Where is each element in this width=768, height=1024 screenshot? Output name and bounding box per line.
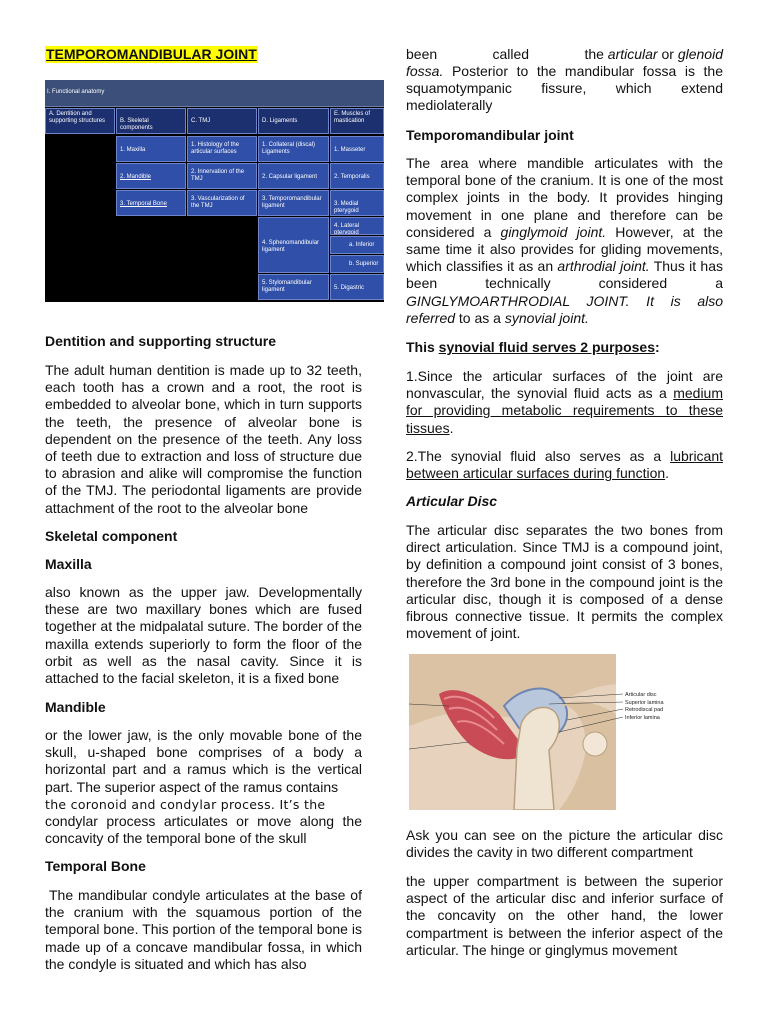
heading-dentition: Dentition and supporting structure [45, 333, 276, 349]
word-or: or [661, 46, 674, 62]
paragraph-dentition: The adult human dentition is made up to 32 teeth, each tooth has a crown and a root, the root is embedded to alveolar bone, which in turn supports the teeth, the presence of alveolar bone is dependent on the presence of the teeth. Any loss of teeth due to extraction and loss of structure due to abrasion and alike will compromise the function of the TMJ. The periodontal ligaments are provide attachment of the root to the alveolar bone [45, 362, 362, 516]
table-cell: a. Inferior [330, 236, 384, 254]
tmj-text-3: Thus it has been technically considered a [406, 258, 723, 292]
label-superior-lamina: Superior lamina [625, 700, 664, 706]
col-skeletal: B. Skeletal components [116, 108, 186, 134]
tmj-synovial: synovial joint. [504, 309, 589, 326]
table-cell: 2. Temporalis [330, 163, 384, 189]
col-ligaments: D. Ligaments [258, 108, 329, 134]
table-cell: 2. Innervation of the TMJ [187, 163, 257, 189]
heading-maxilla: Maxilla [45, 556, 92, 572]
purpose1-underline: medium for providing metabolic requirements to these tissues [406, 385, 723, 436]
table-header-text: I. Functional anatomy [47, 89, 105, 95]
word-the: the [584, 46, 604, 62]
table-cell: 3. Temporomandibular ligament [258, 190, 329, 216]
table-cell: 5. Digastric [330, 274, 384, 300]
fossa-italic: fossa. [406, 63, 444, 79]
tmj-text-2: However, at the same time it also provides for gliding movements, which classifies it as an [406, 223, 724, 275]
table-cell: 3. Temporal Bone [116, 190, 186, 216]
paragraph-temporal-bone: The mandibular condyle articulates at the base of the cranium with the squamous portion of the temporal bone. This portion of the temporal bone is made up of a concave mandibular fossa, in which the condyle is situated and which has also [45, 887, 362, 972]
syn-heading-c: : [654, 339, 660, 355]
heading-synovial-purposes [406, 339, 723, 356]
purpose1-text: 1.Since the articular surfaces of the joint are nonvascular, the synovial fluid acts as a [406, 368, 723, 402]
syn-heading-a: This [406, 339, 435, 355]
tmj-arthrodial: arthrodial joint. [557, 258, 650, 275]
paragraph-purpose-2 [406, 448, 723, 482]
word-been: been [406, 46, 438, 62]
tmj-text-1: The area where mandible articulates with the temporal bone of the cranium. It is one of the most complex joints in the body. It provides hinging movement in one plane and therefore can be considered a [406, 155, 723, 240]
mandible-text-2: the coronoid and condylar process. It’s the [45, 796, 326, 812]
fossa-line-1 [406, 46, 723, 63]
table-cell: 2. Capsular ligament [258, 163, 329, 189]
table-cell: 4. Lateral pterygoid [330, 217, 384, 235]
mandible-text-1: or the lower jaw, is the only movable bone of the skull, u-shaped bone comprises of a body a horizontal part and a ramus which is the vertical part. The superior aspect of the ramus contains [45, 727, 362, 795]
table-cell: 3. Medial pterygoid [330, 190, 384, 216]
table-cell: 4. Sphenomandibular ligament [258, 217, 329, 273]
table-header-bar [45, 80, 384, 107]
label-inferior-lamina: Inferior lamina [625, 715, 660, 721]
tmj-ginglymoarthrodial: GINGLYMOARTHRODIAL JOINT. It is also referred [406, 292, 723, 326]
heading-articular-disc: Articular Disc [406, 493, 498, 509]
table-cell: 3. Vascularization of the TMJ [187, 190, 257, 216]
table-cell: 1. Collateral (discal) Ligaments [258, 136, 329, 162]
word-articular: articular [607, 46, 658, 62]
purpose1-end: . [449, 419, 454, 436]
syn-heading-b: synovial fluid serves 2 purposes [438, 339, 655, 355]
word-called: called [492, 46, 530, 62]
col-dentition: A. Dentition and supporting structures [45, 108, 115, 134]
functional-anatomy-table [45, 80, 384, 302]
col-muscles: E. Muscles of mastication [330, 108, 384, 134]
paragraph-tmj [406, 155, 723, 327]
tmj-text-4: to as a [458, 309, 501, 326]
heading-temporomandibular-joint: Temporomandibular joint [406, 127, 574, 143]
purpose2-end: . [665, 465, 670, 482]
word-the-articular [584, 46, 723, 63]
mandible-text-3: condylar process articulates or move along the concavity of the temporal bone of the skull [45, 813, 362, 847]
paragraph-figure-caption: Ask you can see on the picture the articular disc divides the cavity in two different compartment [406, 827, 723, 861]
label-retrodiscal-pad: Retrodiscal pad [625, 707, 664, 713]
document-title: TEMPOROMANDIBULAR JOINT [46, 46, 257, 62]
heading-temporal-bone: Temporal Bone [45, 858, 146, 874]
table-cell: 5. Stylomandibular ligament [258, 274, 329, 300]
paragraph-mandible [45, 727, 362, 847]
paragraph-maxilla: also known as the upper jaw. Developmentally these are two maxillary bones which are fused together at the midpalatal suture. The border of the maxilla extends superiorly to form the floor of the orbit as well as the nasal cavity. Since it is attached to the facial skeleton, it is a fixed bone [45, 584, 362, 687]
paragraph-compartments: the upper compartment is between the superior aspect of the articular disc and inferior surface of the concavity on the other hand, the lower compartment is between the inferior aspect of the articular. The hinge or ginglymus movement [406, 873, 723, 958]
table-cell: 1. Histology of the articular surfaces [187, 136, 257, 162]
purpose2-text: 2.The synovial fluid also serves as a [406, 448, 662, 464]
col-tmj: C. TMJ [187, 108, 257, 134]
paragraph-purpose-1 [406, 368, 723, 437]
purpose2-underline: lubricant between articular surfaces during function [406, 448, 724, 482]
table-cell: 1. Masseter [330, 136, 384, 162]
word-glenoid: glenoid [677, 46, 723, 62]
table-cell: 1. Maxilla [116, 136, 186, 162]
table-cell: 2. Mandible [116, 163, 186, 189]
heading-mandible: Mandible [45, 699, 106, 715]
tmj-ginglymoid: ginglymoid joint. [500, 223, 607, 240]
label-articular-disc: Articular disc [625, 692, 657, 698]
tmj-illustration [409, 654, 723, 810]
heading-skeletal-component: Skeletal component [45, 528, 178, 544]
paragraph-articular-disc: The articular disc separates the two bones from direct articulation. Since TMJ is a compound joint, by definition a compound joint consist of 3 bones, therefore the 3rd bone in the compound joint is the articular disc, though it is composed of a dense fibrous connective tissue. It permits the complex movement of joint. [406, 522, 723, 642]
fossa-text: Posterior to the mandibular fossa is the squamotympanic fissure, which extend mediolaterally [406, 63, 724, 114]
paragraph-fossa [406, 63, 723, 115]
tmj-anatomy-figure [409, 654, 723, 810]
table-cell: b. Superior [330, 255, 384, 273]
